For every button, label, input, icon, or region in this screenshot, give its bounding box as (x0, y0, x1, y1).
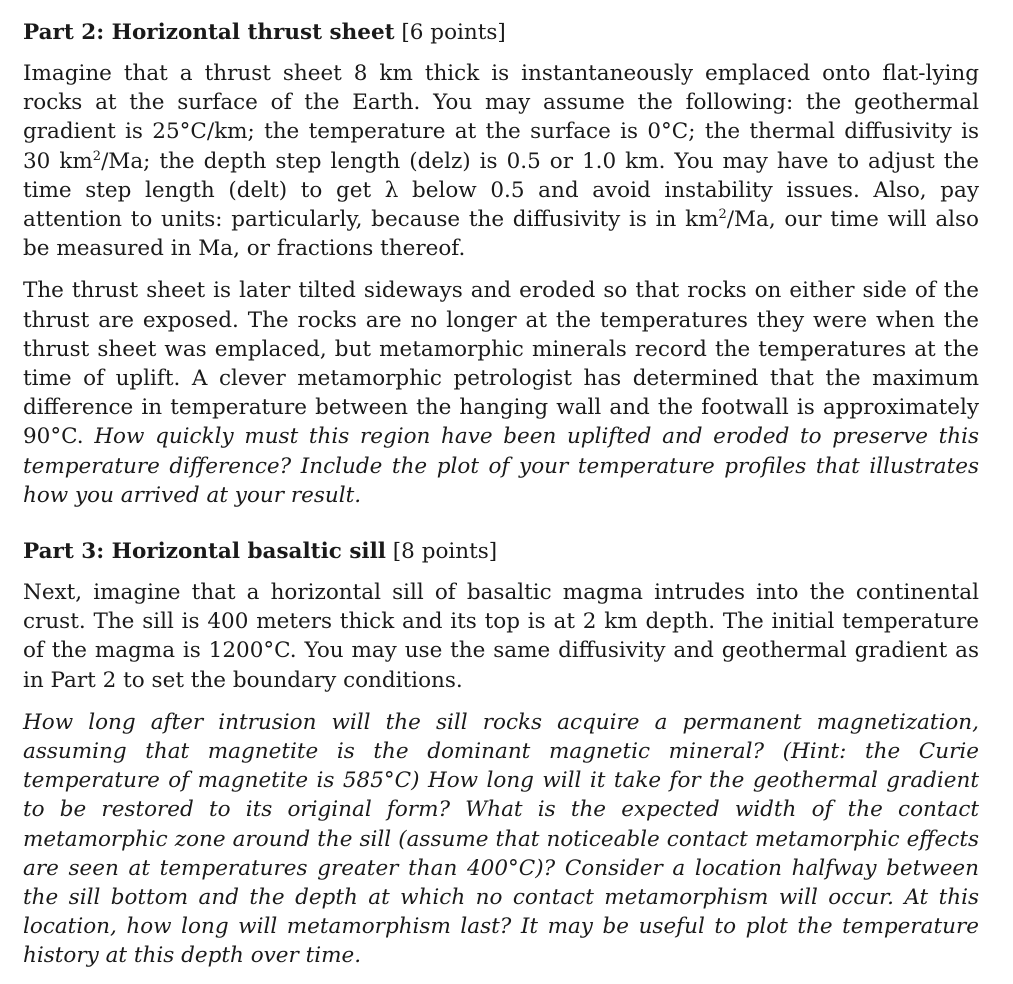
part2-p1-superscript-2: 2 (718, 207, 727, 223)
section-spacer (23, 523, 979, 537)
part2-p2-text: The thrust sheet is later tilted sideways and eroded so that rocks on either side of the thrust are exposed. The rocks are no longer at the temperatures they were when the thrust sheet was emplaced, but metamorphic minerals record the temperatures at the time of uplift. A clever metamorphic petrologist has determined that the maximum difference in temperature between the hanging wall and the footwall is approximately 90°C. (23, 278, 979, 450)
part3-paragraph-1 (23, 578, 979, 695)
part3-heading (23, 537, 979, 567)
part2-p2-question: How quickly must this region have been uplifted and eroded to preserve this temperature difference? Include the plot of your temperature profiles that illustrates how you arrived at your result. (23, 424, 979, 508)
part2-p1-superscript-1: 2 (92, 148, 102, 164)
part2-paragraph-2 (23, 276, 979, 510)
part2-p1-text-b: /Ma; the depth step length (delz) is 0.5 or 1.0 km. You may have to adjust the time step length (delt) to get λ below 0.5 and avoid instability issues. Also, pay attention to units: particularly, because the diffusivity is in km (23, 148, 979, 233)
part2-p1-text-a: Imagine that a thrust sheet 8 km thick is instantaneously emplaced onto flat-lying rocks at the surface of the Earth. You may assume the following: the geothermal gradient is 25°C/km; the temperature at the surface is 0°C; the thermal diffusivity is 30 km (23, 61, 979, 174)
part2-p1-text-c: /Ma, our time will also be measured in Ma, or fractions thereof. (23, 207, 979, 262)
part3-paragraph-2 (23, 708, 979, 971)
part2-heading (23, 18, 979, 48)
part2-title: Part 2: Horizontal thrust sheet (23, 20, 395, 45)
part3-p1-text: Next, imagine that a horizontal sill of basaltic magma intrudes into the continental crust. The sill is 400 meters thick and its top is at 2 km depth. The initial temperature of the magma is 1200°C. You may use the same diffusivity and geothermal gradient as in Part 2 to set the boundary conditions. (23, 580, 979, 693)
part3-p2-questions: How long after intrusion will the sill rocks acquire a permanent magnetization, assuming that magnetite is the dominant magnetic mineral? (Hint: the Curie temperature of magnetite is 585°C) How long will it take for the geothermal gradient to be restored to its original form? What is the expected width of the contact metamorphic zone around the sill (assume that noticeable contact metamorphic effects are seen at temperatures greater than 400°C)? Consider a location halfway between the sill bottom and the depth at which no contact metamorphism will occur. At this location, how long will metamorphism last? It may be useful to plot the temperature history at this depth over time. (23, 709, 979, 969)
part3-points: [8 points] (392, 539, 498, 565)
part2-points: [6 points] (401, 20, 506, 45)
part3-title: Part 3: Horizontal basaltic sill (23, 539, 386, 565)
document-page (23, 18, 979, 984)
part2-paragraph-1 (23, 59, 979, 263)
